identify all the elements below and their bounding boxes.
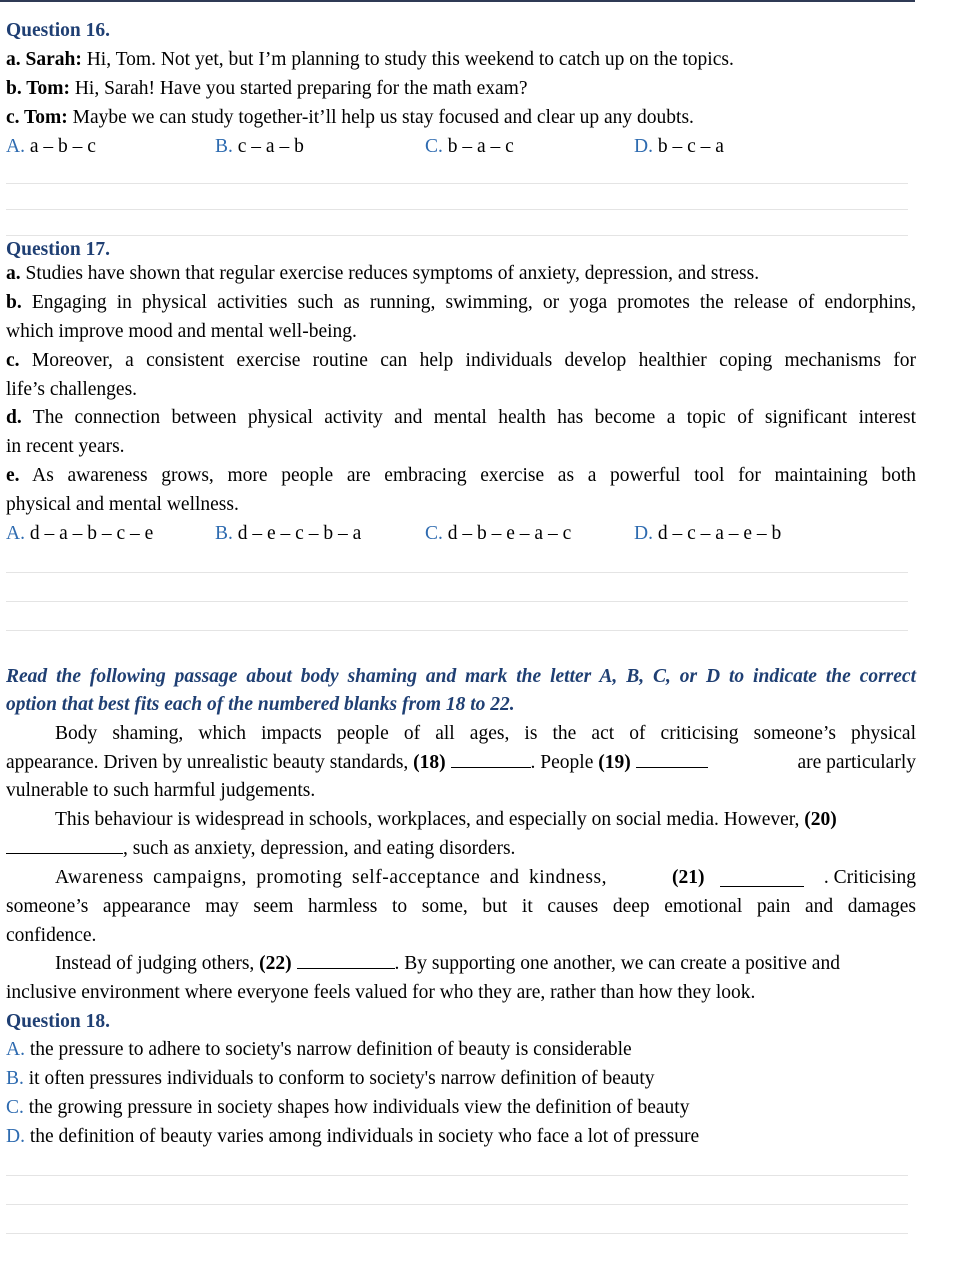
q17-item-c-line2: life’s challenges.: [6, 379, 138, 400]
blank-number-20: (20): [804, 809, 837, 830]
passage-text: . By supporting one another, we can create a positive and: [394, 953, 840, 974]
q17-item-e-line2: physical and mental wellness.: [6, 494, 239, 515]
q17-option-a[interactable]: [6, 520, 153, 548]
q18-option-d-text: the definition of beauty varies among individuals in society who face a lot of pressure: [24, 1126, 700, 1147]
q16-item-a: [6, 46, 916, 74]
passage-p2-sentence: [55, 806, 837, 834]
blank-number-21: (21): [672, 867, 705, 888]
q16-option-a-text: a – b – c: [24, 136, 96, 157]
blank-number-19: (19): [598, 752, 631, 773]
q17-item-a: [6, 260, 916, 288]
q16-option-b-letter: B.: [215, 136, 233, 157]
q18-option-d[interactable]: [6, 1123, 916, 1151]
q16-b-text: Hi, Sarah! Have you started preparing for the math exam?: [69, 78, 528, 99]
question-18-title: Question 18.: [6, 1011, 111, 1032]
q17-c-label: c.: [6, 350, 20, 371]
passage-p2-line2: [6, 835, 916, 863]
q17-option-b-letter: B.: [215, 523, 233, 544]
q18-option-a-text: the pressure to adhere to society's narrow definition of beauty is considerable: [24, 1039, 632, 1060]
passage-text: . Criticising: [823, 867, 916, 888]
q17-item-d-line1: [6, 404, 916, 432]
passage-text: , such as anxiety, depression, and eating disorders.: [123, 838, 516, 859]
q16-a-label: a. Sarah:: [6, 49, 82, 70]
q17-option-c-text: d – b – e – a – c: [442, 523, 572, 544]
blank-21[interactable]: [720, 870, 804, 887]
question-16-title: Question 16.: [6, 20, 111, 41]
top-border: [0, 0, 915, 2]
q16-option-d-text: b – c – a: [652, 136, 724, 157]
passage-p4-sentence: [55, 950, 840, 978]
blank-20[interactable]: [6, 837, 123, 854]
q17-option-d-letter: D.: [634, 523, 653, 544]
answer-rule: [6, 572, 908, 573]
passage-text: Instead of judging others,: [55, 953, 255, 974]
q17-item-d-line2: in recent years.: [6, 436, 125, 457]
q18-option-a-letter: A.: [6, 1039, 25, 1060]
q17-item-c-line1: [6, 347, 916, 375]
q18-option-a[interactable]: [6, 1036, 916, 1064]
q17-e-text1: As awareness grows, more people are embracing exercise as a powerful tool for maintaining both: [19, 465, 916, 486]
q18-option-b-letter: B.: [6, 1068, 24, 1089]
passage-p1-line2: [6, 749, 916, 777]
q18-option-c-letter: C.: [6, 1097, 24, 1118]
passage-instruction-line1: Read the following passage about body shaming and mark the letter A, B, C, or D to indicate the correct: [6, 666, 916, 687]
q17-option-b[interactable]: [215, 520, 361, 548]
q18-option-c[interactable]: [6, 1094, 916, 1122]
question-17-title: Question 17.: [6, 239, 111, 260]
q16-item-c: [6, 104, 916, 132]
passage-p4-line2: inclusive environment where everyone feels valued for who they are, rather than how they look.: [6, 982, 756, 1003]
answer-rule: [6, 601, 908, 602]
q17-b-text1: Engaging in physical activities such as running, swimming, or yoga promotes the release of endorphins,: [21, 292, 916, 313]
blank-number-18: (18): [413, 752, 446, 773]
blank-22[interactable]: [297, 952, 395, 969]
q18-option-c-text: the growing pressure in society shapes how individuals view the definition of beauty: [23, 1097, 690, 1118]
passage-text: This behaviour is widespread in schools, workplaces, and especially on social media. However,: [55, 809, 800, 830]
passage-p3-line2: someone’s appearance may seem harmless to some, but it causes deep emotional pain and damages: [6, 896, 916, 917]
q16-option-c[interactable]: [425, 133, 514, 161]
q16-option-b[interactable]: [215, 133, 304, 161]
blank-18[interactable]: [451, 751, 531, 768]
passage-text: are particularly: [797, 752, 916, 773]
passage-text: appearance. Driven by unrealistic beauty standards,: [6, 752, 409, 773]
q16-option-d[interactable]: [634, 133, 724, 161]
passage-text: Awareness campaigns, promoting self-acceptance and kindness,: [55, 867, 608, 888]
q18-option-b[interactable]: [6, 1065, 916, 1093]
passage-instruction-line2: option that best fits each of the numbered blanks from 18 to 22.: [6, 694, 515, 715]
q17-a-text: Studies have shown that regular exercise reduces symptoms of anxiety, depression, and stress.: [20, 263, 760, 284]
passage-p1-line3: vulnerable to such harmful judgements.: [6, 780, 316, 801]
q16-option-a[interactable]: [6, 133, 96, 161]
passage-p3-line3: confidence.: [6, 925, 97, 946]
q17-d-label: d.: [6, 407, 22, 428]
q16-option-c-text: b – a – c: [442, 136, 514, 157]
q17-d-text1: The connection between physical activity and mental health has become a topic of significant interest: [21, 407, 916, 428]
q18-option-d-letter: D.: [6, 1126, 25, 1147]
q16-c-text: Maybe we can study together-it’ll help us stay focused and clear up any doubts.: [67, 107, 694, 128]
q17-a-label: a.: [6, 263, 21, 284]
answer-rule: [6, 1175, 908, 1176]
q17-item-e-line1: [6, 462, 916, 490]
answer-rule: [6, 209, 908, 210]
q16-option-c-letter: C.: [425, 136, 443, 157]
q17-b-label: b.: [6, 292, 22, 313]
q17-option-a-letter: A.: [6, 523, 25, 544]
blank-number-22: (22): [259, 953, 292, 974]
blank-19[interactable]: [636, 751, 708, 768]
q16-item-b: [6, 75, 916, 103]
q17-item-b-line1: [6, 289, 916, 317]
q17-option-a-text: d – a – b – c – e: [24, 523, 154, 544]
q16-option-b-text: c – a – b: [232, 136, 304, 157]
q16-a-text: Hi, Tom. Not yet, but I’m planning to study this weekend to catch up on the topics.: [81, 49, 734, 70]
passage-p1-line1: Body shaming, which impacts people of all ages, is the act of criticising someone’s physical: [55, 723, 916, 744]
q17-option-d[interactable]: [634, 520, 781, 548]
q16-c-label: c. Tom:: [6, 107, 68, 128]
answer-rule: [6, 1204, 908, 1205]
q18-option-b-text: it often pressures individuals to conform to society's narrow definition of beauty: [23, 1068, 655, 1089]
q17-option-d-text: d – c – a – e – b: [652, 523, 782, 544]
q17-option-c[interactable]: [425, 520, 571, 548]
q17-e-label: e.: [6, 465, 20, 486]
q17-option-c-letter: C.: [425, 523, 443, 544]
answer-rule: [6, 183, 908, 184]
q16-option-a-letter: A.: [6, 136, 25, 157]
answer-rule: [6, 630, 908, 631]
q17-option-b-text: d – e – c – b – a: [232, 523, 362, 544]
q17-c-text1: Moreover, a consistent exercise routine can help individuals develop healthier coping mechanisms for: [19, 350, 916, 371]
passage-text: . People: [530, 752, 594, 773]
q17-item-b-line2: which improve mood and mental well-being.: [6, 321, 357, 342]
q16-option-d-letter: D.: [634, 136, 653, 157]
answer-rule: [6, 1233, 908, 1234]
q16-b-label: b. Tom:: [6, 78, 70, 99]
